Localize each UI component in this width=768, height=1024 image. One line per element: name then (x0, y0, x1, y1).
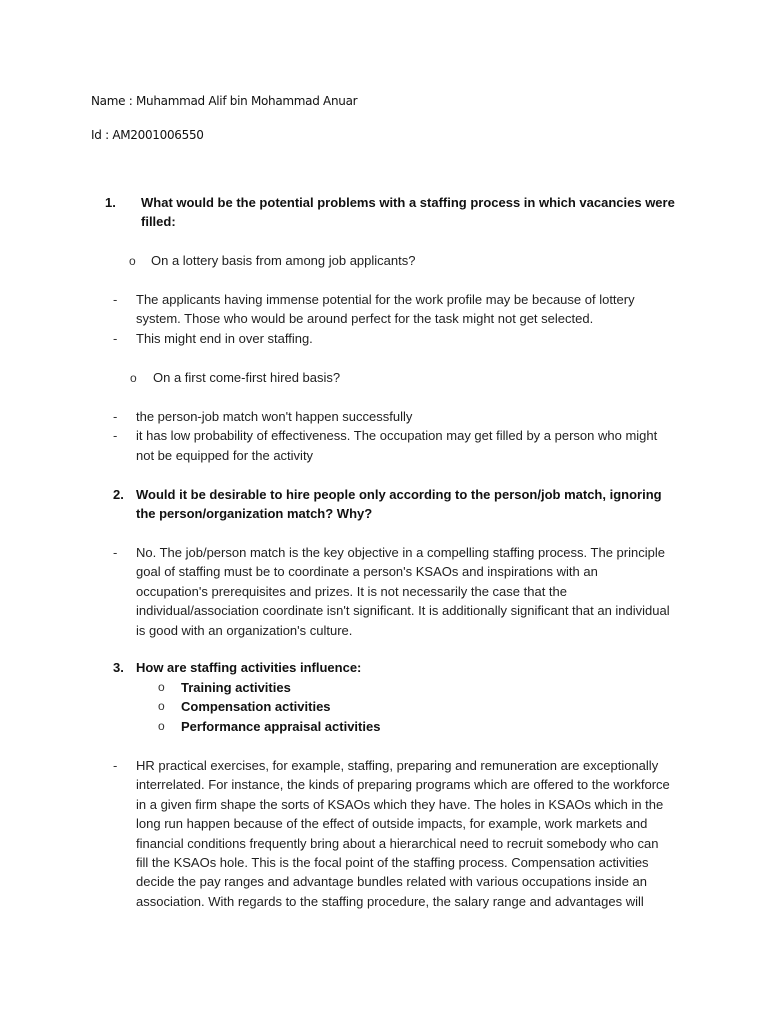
q3-item-2-bullet: o (158, 699, 165, 713)
q1-b-ans2-dash: - (113, 428, 118, 443)
q3-label: How are staffing activities influence: (136, 660, 362, 675)
q2-answer-line-2: goal of staffing must be to coordinate a person's KSAOs and inspirations with an (136, 564, 598, 579)
q3-answer-line-3: in a given firm shape the sorts of KSAOs which they have. The holes in KSAOs which in the (136, 797, 664, 812)
q2-line-2: the person/organization match? Why? (136, 506, 373, 521)
student-name: Name : Muhammad Alif bin Mohammad Anuar (91, 94, 358, 108)
q3-answer-line-6: fill the KSAOs hole. This is the focal point of the staffing process. Compensation activities (136, 855, 649, 870)
q2-answer-line-1: No. The job/person match is the key objective in a compelling staffing process. The principle (136, 545, 665, 560)
q1-number: 1. (105, 195, 116, 210)
q3-item-3-bullet: o (158, 719, 165, 733)
q1-a-ans1-line-1: The applicants having immense potential for the work profile may be because of lottery (136, 292, 635, 307)
q3-item-3-label: Performance appraisal activities (181, 719, 381, 734)
q3-answer-dash: - (113, 758, 118, 773)
q1-a-ans2-line-1: This might end in over staffing. (136, 331, 313, 346)
student-id: Id : AM2001006550 (91, 128, 204, 142)
q2-answer-line-4: individual/association coordinate isn't significant. It is additionally significant that an individual (136, 603, 670, 618)
q2-answer-line-5: is good with an organization's culture. (136, 623, 353, 638)
q2-line-1: Would it be desirable to hire people only according to the person/job match, ignoring (136, 487, 662, 502)
q1-line-1: What would be the potential problems with a staffing process in which vacancies were (141, 195, 675, 210)
q1-sub-b-label: On a first come-first hired basis? (153, 370, 341, 385)
q3-answer-line-1: HR practical exercises, for example, staffing, preparing and remuneration are exceptionally (136, 758, 659, 773)
q3-answer-line-4: long run happen because of the effect of outside impacts, for example, work markets and (136, 816, 648, 831)
q3-answer-line-5: financial conditions frequently bring about a hierarchical need to recruit somebody who can (136, 836, 659, 851)
q3-item-1-bullet: o (158, 680, 165, 694)
q1-sub-b-bullet: o (130, 371, 137, 385)
q3-number: 3. (113, 660, 124, 675)
q1-b-ans2-line-2: not be equipped for the activity (136, 448, 314, 463)
q1-b-ans1-dash: - (113, 409, 118, 424)
q1-sub-a-bullet: o (129, 254, 136, 268)
q1-b-ans2-line-1: it has low probability of effectiveness. The occupation may get filled by a person who might (136, 428, 658, 443)
q1-a-ans1-line-2: system. Those who would be around perfect for the task might not get selected. (136, 311, 594, 326)
q2-answer-line-3: occupation's prerequisites and prizes. It is not necessarily the case that the (136, 584, 567, 599)
q3-answer-line-7: decide the pay ranges and advantage bundles related with various occupations inside an (136, 874, 647, 889)
q2-number: 2. (113, 487, 124, 502)
q2-answer-dash: - (113, 545, 118, 560)
q1-line-2: filled: (141, 214, 176, 229)
q1-a-ans2-dash: - (113, 331, 118, 346)
q3-answer-line-8: association. With regards to the staffing procedure, the salary range and advantages will (136, 894, 644, 909)
q1-a-ans1-dash: - (113, 292, 118, 307)
q1-sub-a-label: On a lottery basis from among job applicants? (151, 253, 416, 268)
q3-item-2-label: Compensation activities (181, 699, 331, 714)
q3-answer-line-2: interrelated. For instance, the kinds of preparing programs which are offered to the workforce (136, 777, 670, 792)
q3-item-1-label: Training activities (181, 680, 291, 695)
q1-b-ans1-line-1: the person-job match won't happen successfully (136, 409, 413, 424)
